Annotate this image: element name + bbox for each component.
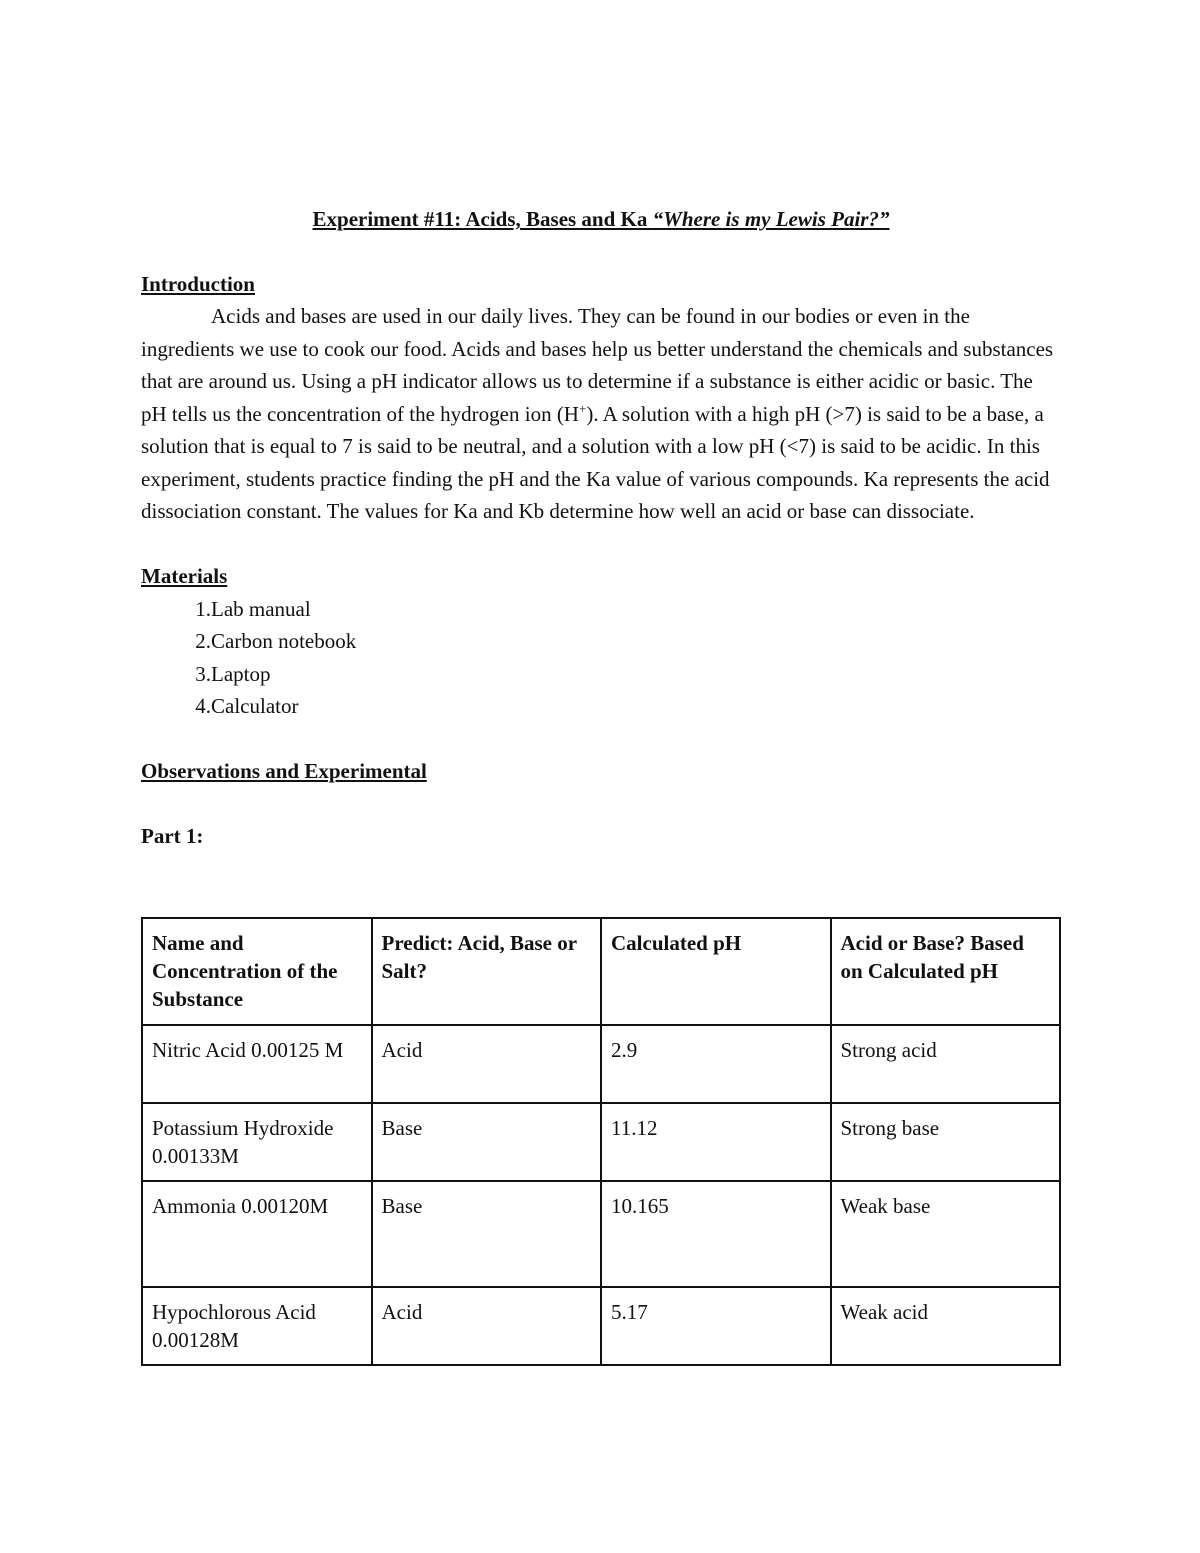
table-cell: Potassium Hydroxide 0.00133M bbox=[142, 1103, 372, 1181]
table-cell: 5.17 bbox=[601, 1287, 831, 1365]
table-cell: Nitric Acid 0.00125 M bbox=[142, 1025, 372, 1103]
title-main: Experiment #11: Acids, Bases and Ka bbox=[312, 207, 653, 231]
list-item bbox=[141, 625, 1061, 658]
table-cell: Weak acid bbox=[831, 1287, 1061, 1365]
table-cell: Strong base bbox=[831, 1103, 1061, 1181]
table-header-cell: Calculated pH bbox=[601, 918, 831, 1025]
spacer bbox=[141, 235, 1061, 268]
list-item-number: 4. bbox=[195, 694, 211, 718]
list-item-number: 3. bbox=[195, 661, 211, 686]
list-item-number: 2. bbox=[195, 629, 211, 653]
document-title bbox=[141, 203, 1061, 235]
part-label: Part 1: bbox=[141, 824, 204, 848]
table-header-cell: Predict: Acid, Base or Salt? bbox=[372, 918, 602, 1025]
table-row bbox=[142, 1181, 1060, 1287]
spacer bbox=[141, 528, 1061, 561]
table-header-cell: Acid or Base? Based on Calculated pH bbox=[831, 918, 1061, 1025]
table-cell: Strong acid bbox=[831, 1025, 1061, 1103]
table-cell: 2.9 bbox=[601, 1025, 831, 1103]
materials-list bbox=[141, 593, 1061, 723]
table-header-cell: Name and Concentration of the Substance bbox=[142, 918, 372, 1025]
spacer bbox=[141, 788, 1061, 821]
introduction-heading: Introduction bbox=[141, 271, 255, 296]
table-cell: 10.165 bbox=[601, 1181, 831, 1287]
document-body bbox=[141, 203, 1061, 853]
list-item-label: Carbon notebook bbox=[211, 629, 357, 653]
hydrogen-ion-superscript: + bbox=[578, 400, 587, 416]
materials-heading: Materials bbox=[141, 564, 228, 588]
spacer bbox=[141, 723, 1061, 756]
table-row bbox=[142, 1287, 1060, 1365]
title-subtitle: “Where is my Lewis Pair?” bbox=[652, 207, 890, 231]
table-cell: Hypochlorous Acid 0.00128M bbox=[142, 1287, 372, 1365]
table-cell: Base bbox=[372, 1181, 602, 1287]
list-item-number: 1. bbox=[195, 596, 211, 621]
table-row bbox=[142, 1025, 1060, 1103]
table-header-row bbox=[142, 918, 1060, 1025]
list-item-label: Laptop bbox=[211, 661, 271, 686]
table-cell: Weak base bbox=[831, 1181, 1061, 1287]
list-item-label: Lab manual bbox=[211, 596, 311, 621]
introduction-text-part1: Acids and bases are used in our daily lives. They can be found in our bodies or even in the ingredients we use to cook our food. Acids and bases help us better understand the chemicals and substances that are around us. Using a pH indicator allows us to determine if a substance is either acidic or basic. The pH tells us the concentration of the hydrogen ion (H bbox=[141, 304, 1054, 426]
table-cell: 11.12 bbox=[601, 1103, 831, 1181]
table-cell: Acid bbox=[372, 1025, 602, 1103]
list-item bbox=[141, 593, 1061, 626]
list-item bbox=[141, 658, 1061, 691]
table-cell: Ammonia 0.00120M bbox=[142, 1181, 372, 1287]
introduction-text-part2: ). A solution with a high pH (>7) is said to be a base, a solution that is equal to 7 is said to be neutral, and a solution with a low pH (<7) is said to be acidic. In this experiment, students practice finding the pH and the Ka value of various compounds. Ka represents the acid dissociation constant. The values for Ka and Kb determine how well an acid or base can dissociate. bbox=[141, 401, 1050, 523]
observations-table bbox=[141, 917, 1061, 1366]
introduction-paragraph bbox=[141, 300, 1061, 528]
table-cell: Base bbox=[372, 1103, 602, 1181]
table-row bbox=[142, 1103, 1060, 1181]
list-item-label: Calculator bbox=[211, 694, 299, 718]
table-cell: Acid bbox=[372, 1287, 602, 1365]
list-item bbox=[141, 690, 1061, 723]
observations-heading: Observations and Experimental bbox=[141, 759, 427, 783]
